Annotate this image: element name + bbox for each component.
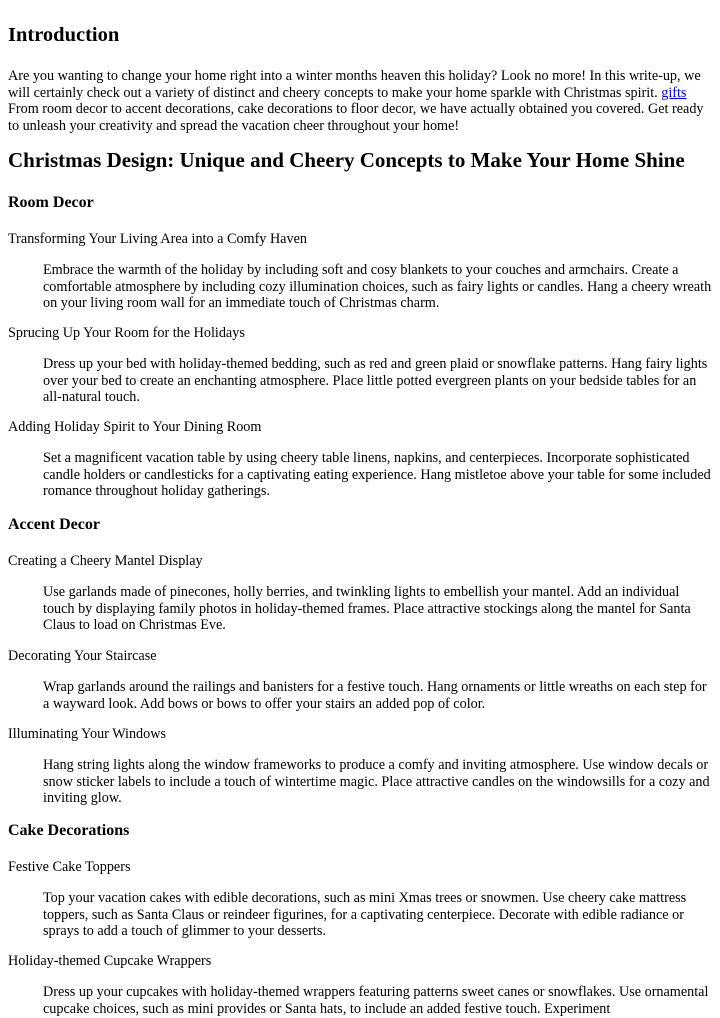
subheading: Holiday-themed Cupcake Wrappers [8,953,212,969]
subheading: Creating a Cheery Mantel Display [8,553,203,569]
subheading: Sprucing Up Your Room for the Holidays [8,325,245,341]
paragraph: Dress up your cupcakes with holiday-themed wrappers featuring patterns sweet canes or snowflakes. Use ornamental cupcake choices, such as mini provides or Santa hats, to include an added festive touch. Experiment [43,984,709,1017]
paragraph: Embrace the warmth of the holiday by including soft and cosy blankets to your couches and armchairs. Create a comfortable atmosphere by including cozy illumination choices, such as fairy lights or candles. Hang a cheery wreath on your living room wall for an immediate touch of Christmas charm. [43,262,712,311]
subheading: Decorating Your Staircase [8,648,157,664]
paragraph: Use garlands made of pinecones, holly berries, and twinkling lights to embellish your mantel. Add an individual touch by displaying family photos in holiday-themed frames. Place attractive stockings along the mantel for Santa Claus to load on Christmas Eve. [43,584,691,633]
intro-heading: Introduction [8,24,120,46]
paragraph: Hang string lights along the window frameworks to produce a comfy and inviting atmosphere. Use window decals or snow sticker labels to include a touch of wintertime magic. Place attractive candles on the windowsills for a cozy and inviting glow. [43,757,710,806]
subheading: Adding Holiday Spirit to Your Dining Room [8,419,262,435]
intro-paragraph [8,68,712,134]
subheading: Festive Cake Toppers [8,859,131,875]
paragraph: Dress up your bed with holiday-themed bedding, such as red and green plaid or snowflake patterns. Hang fairy lights over your bed to create an enchanting atmosphere. Place little potted evergreen plants on your bedside tables for an all-natural touch. [43,356,708,405]
gifts-link[interactable]: gifts [661,84,687,101]
main-heading: Christmas Design: Unique and Cheery Concepts to Make Your Home Shine [8,148,685,172]
accent-decor-heading: Accent Decor [8,516,100,533]
intro-text-before-link: Are you wanting to change your home right into a winter months heaven this holiday? Look no more! In this write-up, we will certainly check out a variety of distinct and cheery concepts to make your home sparkle with Christmas spirit. [8,68,701,101]
room-decor-heading: Room Decor [8,194,94,211]
paragraph: Set a magnificent vacation table by using cheery table linens, napkins, and centerpieces. Incorporate sophisticated candle holders or candlesticks for a captivating eating experience. Hang mistletoe above your table for some included romance throughout holiday gatherings. [43,450,711,499]
cake-decorations-heading: Cake Decorations [8,822,130,839]
subheading: Illuminating Your Windows [8,726,166,742]
intro-text-after-link: From room decor to accent decorations, cake decorations to floor decor, we have actually obtained you covered. Get ready to unleash your creativity and spread the vacation cheer throughout your home! [8,101,704,134]
paragraph: Top your vacation cakes with edible decorations, such as mini Xmas trees or snowmen. Use cheery cake mattress toppers, such as Santa Claus or reindeer figurines, for a captivating centerpiece. Decorate with edible radiance or sprays to add a touch of glimmer to your desserts. [43,890,687,939]
subheading: Transforming Your Living Area into a Comfy Haven [8,231,307,247]
paragraph: Wrap garlands around the railings and banisters for a festive touch. Hang ornaments or little wreaths on each step for a wayward look. Add bows or bows to offer your stairs an added pop of color. [43,679,707,712]
